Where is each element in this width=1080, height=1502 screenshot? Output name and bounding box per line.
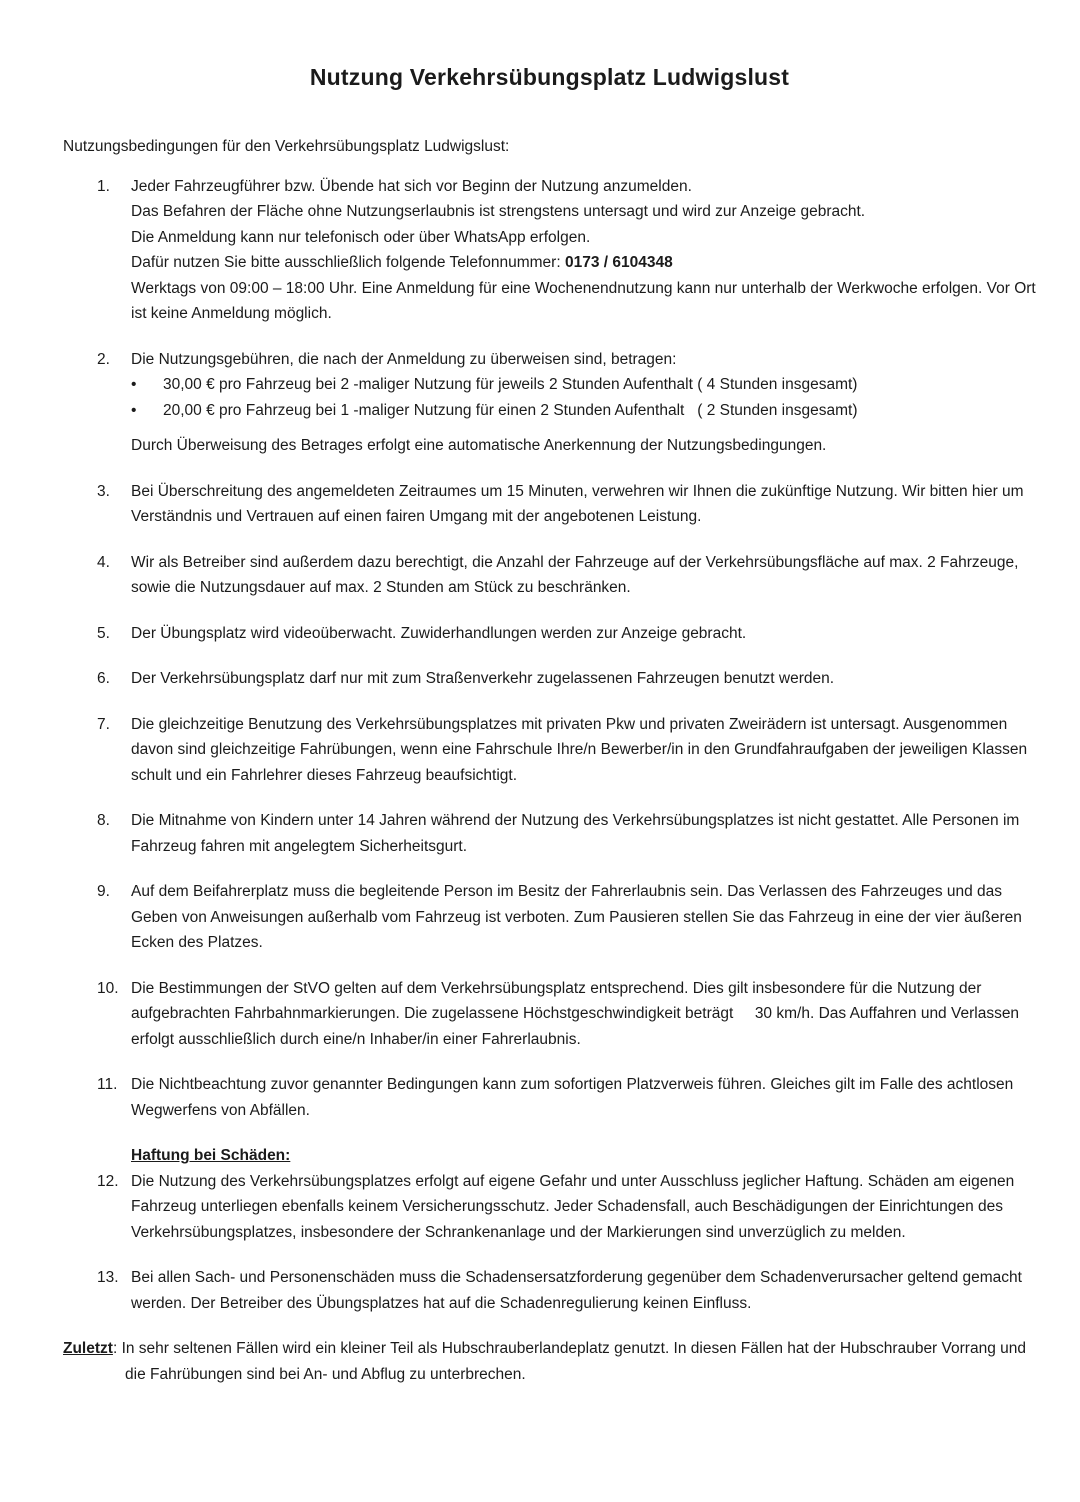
item-text: Die Bestimmungen der StVO gelten auf dem Verkehrsübungsplatz entsprechend. Dies gilt insbesondere für die Nutzung der aufgebrachten Fahrbahnmarkierungen. Die zugelassene Höchstgeschwindigkeit beträgt 30 km/h. Das Auffahren und Verlassen erfolgt ausschließlich durch eine/n Inhaber/in einer Fahrerlaubnis. <box>131 979 1024 1048</box>
item-line: Die Anmeldung kann nur telefonisch oder über WhatsApp erfolgen. <box>131 228 591 246</box>
item-number: 13. <box>97 1269 119 1286</box>
rule-item-13 <box>63 1265 1036 1316</box>
rule-item-10 <box>63 976 1036 1053</box>
item-body <box>131 347 1036 459</box>
item-number: 6. <box>97 670 110 687</box>
item-number: 9. <box>97 883 110 900</box>
item-text: Auf dem Beifahrerplatz muss die begleitende Person im Besitz der Fahrerlaubnis sein. Das Verlassen des Fahrzeuges und das Geben von Anweisungen außerhalb vom Fahrzeug ist verboten. Zum Pausieren stellen Sie das Fahrzeug in eine der vier äußeren Ecken des Platzes. <box>131 883 1027 951</box>
rule-item-9 <box>63 879 1036 956</box>
item-text: Die Mitnahme von Kindern unter 14 Jahren während der Nutzung des Verkehrsübungsplatzes ist nicht gestattet. Alle Personen im Fahrzeug fahren mit angelegtem Sicherheitsgurt. <box>131 812 1024 855</box>
item-text: Der Übungsplatz wird videoüberwacht. Zuwiderhandlungen werden zur Anzeige gebracht. <box>131 624 747 642</box>
item-number: 3. <box>97 482 110 500</box>
item-text: Wir als Betreiber sind außerdem dazu berechtigt, die Anzahl der Fahrzeuge auf der Verkehrsübungsfläche auf max. 2 Fahrzeuge, sowie die Nutzungsdauer auf max. 2 Stunden am Stück zu beschränken. <box>131 553 1023 596</box>
bullet-icon: • <box>131 376 137 393</box>
closing-note-label: Zuletzt <box>63 1340 113 1357</box>
rule-item-1 <box>63 174 1041 327</box>
document-title: Nutzung Verkehrsübungsplatz Ludwigslust <box>309 64 790 90</box>
item-number: 11. <box>97 1076 118 1093</box>
item-number: 1. <box>97 177 110 195</box>
bullet-text: 20,00 € pro Fahrzeug bei 1 -maliger Nutzung für einen 2 Stunden Aufenthalt ( 2 Stunden insgesamt) <box>163 401 858 419</box>
rule-item-2 <box>63 347 1036 459</box>
closing-note <box>63 1336 1036 1387</box>
item-text: Bei Überschreitung des angemeldeten Zeitraumes um 15 Minuten, verwehren wir Ihnen die zukünftige Nutzung. Wir bitten hier um Verständnis und Vertrauen auf einen fairen Umgang mit der angebotenen Leistung. <box>131 482 1028 525</box>
item-text: Bei allen Sach- und Personenschäden muss die Schadensersatzforderung gegenüber dem Schadenverursacher geltend gemacht werden. Der Betreiber des Übungsplatzes hat auf die Schadenregulierung keinen Einfluss. <box>131 1269 1027 1312</box>
phone-number: 0173 / 6104348 <box>564 254 673 271</box>
item-number: 5. <box>97 624 110 642</box>
liability-heading: Haftung bei Schäden: <box>131 1147 291 1164</box>
bullet-item <box>131 398 1036 424</box>
item-line: Die Nutzungsgebühren, die nach der Anmeldung zu überweisen sind, betragen: <box>131 350 677 368</box>
item-number: 7. <box>97 715 110 733</box>
item-number: 10. <box>97 979 119 997</box>
bullet-icon: • <box>131 401 137 419</box>
item-text: Die Nutzung des Verkehrsübungsplatzes erfolgt auf eigene Gefahr und unter Ausschluss jeglicher Haftung. Schäden am eigenen Fahrzeug unterliegen ebenfalls keinem Versicherungsschutz. Jeder Schadensfall, auch Beschädigungen der Einrichtungen des Verkehrsübungsplatzes, insbesondere der Schrankenanlage und der Markierungen sind unverzüglich zu melden. <box>131 1172 1019 1241</box>
rule-item-11 <box>63 1072 1036 1123</box>
rule-item-3 <box>63 479 1036 530</box>
fee-bullet-list <box>131 372 1036 423</box>
rule-item-6 <box>63 666 1036 692</box>
fee-note: Durch Überweisung des Betrages erfolgt eine automatische Anerkennung der Nutzungsbedingungen. <box>131 437 827 454</box>
item-body <box>131 174 1041 327</box>
item-text: Die gleichzeitige Benutzung des Verkehrsübungsplatzes mit privaten Pkw und privaten Zweirädern ist untersagt. Ausgenommen davon sind gleichzeitige Fahrübungen, wenn eine Fahrschule Ihre/n Bewerber/in in den Grundfahraufgaben der jeweiligen Klassen schult und ein Fahrlehrer dieses Fahrzeug beaufsichtigt. <box>131 715 1032 784</box>
intro-paragraph: Nutzungsbedingungen für den Verkehrsübungsplatz Ludwigslust: <box>63 138 510 155</box>
bullet-item <box>131 372 1036 398</box>
phone-line-prefix: Dafür nutzen Sie bitte ausschließlich folgende Telefonnummer: <box>131 254 565 271</box>
closing-note-text: In sehr seltenen Fällen wird ein kleiner Teil als Hubschrauberlandeplatz genutzt. In diesen Fällen hat der Hubschrauber Vorrang und die Fahrübungen sind bei An- und Abflug zu unterbrechen. <box>121 1340 1031 1383</box>
bullet-text: 30,00 € pro Fahrzeug bei 2 -maliger Nutzung für jeweils 2 Stunden Aufenthalt ( 4 Stunden insgesamt) <box>163 376 858 393</box>
item-text: Der Verkehrsübungsplatz darf nur mit zum Straßenverkehr zugelassenen Fahrzeugen benutzt werden. <box>131 670 835 687</box>
item-line: Jeder Fahrzeugführer bzw. Übende hat sich vor Beginn der Nutzung anzumelden. <box>131 177 692 195</box>
item-number: 2. <box>97 350 110 368</box>
rule-item-5 <box>63 621 1036 647</box>
rule-item-12 <box>63 1169 1036 1246</box>
rule-item-8 <box>63 808 1036 859</box>
item-line: Das Befahren der Fläche ohne Nutzungserlaubnis ist strengstens untersagt und wird zur Anzeige gebracht. <box>131 203 866 220</box>
item-text: Die Nichtbeachtung zuvor genannter Bedingungen kann zum sofortigen Platzverweis führen. Gleiches gilt im Falle des achtlosen Wegwerfens von Abfällen. <box>131 1076 1018 1119</box>
item-number: 8. <box>97 812 110 829</box>
rule-item-4 <box>63 550 1036 601</box>
item-number: 12. <box>97 1172 119 1190</box>
phone-line <box>131 250 1036 276</box>
item-number: 4. <box>97 553 110 571</box>
rule-item-7 <box>63 712 1036 789</box>
rules-list <box>63 174 1041 1317</box>
closing-note-separator: : <box>112 1340 122 1357</box>
item-line: Werktags von 09:00 – 18:00 Uhr. Eine Anmeldung für eine Wochenendnutzung kann nur unterhalb der Werkwoche erfolgen. Vor Ort ist keine Anmeldung möglich. <box>131 279 1041 322</box>
